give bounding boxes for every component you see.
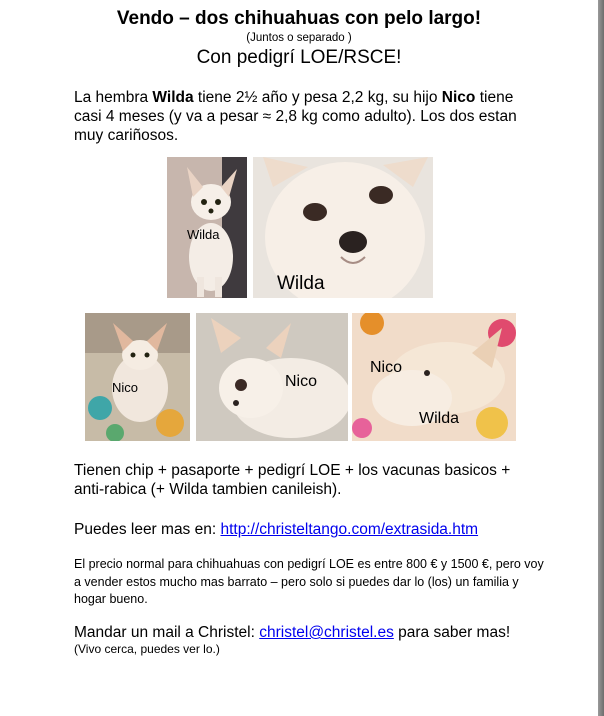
photo-label: Wilda — [187, 227, 220, 242]
photo-wilda-closeup — [253, 157, 433, 298]
website-link[interactable]: http://christeltango.com/extrasida.htm — [220, 521, 479, 538]
photo-label: Wilda — [419, 410, 460, 427]
photo-label: Nico — [112, 380, 139, 395]
price-paragraph: El precio normal para chihuahuas con pedigrí LOE es entre 800 € y 1500 €, pero voy a vender estos mucho mas barrato – pero solo si puedes dar lo (los) un familia y hogar bueno. — [74, 557, 544, 606]
page-shadow — [598, 0, 604, 716]
dog-name-wilda: Wilda — [152, 89, 194, 106]
dog-illustration — [196, 313, 348, 441]
page-title: Vendo – dos chihuahuas con pelo largo! — [116, 8, 482, 29]
page-subtitle: (Juntos o separado ) — [246, 32, 352, 44]
photo-nico-lying — [196, 313, 348, 441]
contact-line: Mandar un mail a Christel: christel@christel.es para saber mas! — [74, 624, 511, 641]
photo-nico-rug — [85, 313, 190, 441]
read-more-line: Puedes leer mas en: http://christeltango.com/extrasida.htm — [74, 521, 479, 538]
photo-label: Wilda — [277, 273, 325, 294]
photo-label: Nico — [370, 359, 403, 376]
dog-illustration — [85, 313, 190, 441]
intro-paragraph: La hembra Wilda tiene 2½ año y pesa 2,2 kg, su hijo Nico tiene casi 4 meses (y va a pesar ≈ 2,8 kg como adulto). Los dos estan muy cariñosos. — [74, 89, 517, 144]
pedigree-heading: Con pedigrí LOE/RSCE! — [196, 47, 402, 68]
features-paragraph: Tienen chip + pasaporte + pedigrí LOE + los vacunas basicos + anti-rabica (+ Wilda tambien canileish). — [74, 462, 511, 498]
photo-wilda-standing — [167, 157, 247, 298]
photo-label: Nico — [285, 373, 318, 390]
email-link[interactable]: christel@christel.es — [259, 624, 394, 641]
dog-name-nico: Nico — [441, 89, 476, 106]
photo-nico-and-wilda — [352, 313, 516, 441]
contact-note: (Vivo cerca, puedes ver lo.) — [74, 642, 220, 656]
